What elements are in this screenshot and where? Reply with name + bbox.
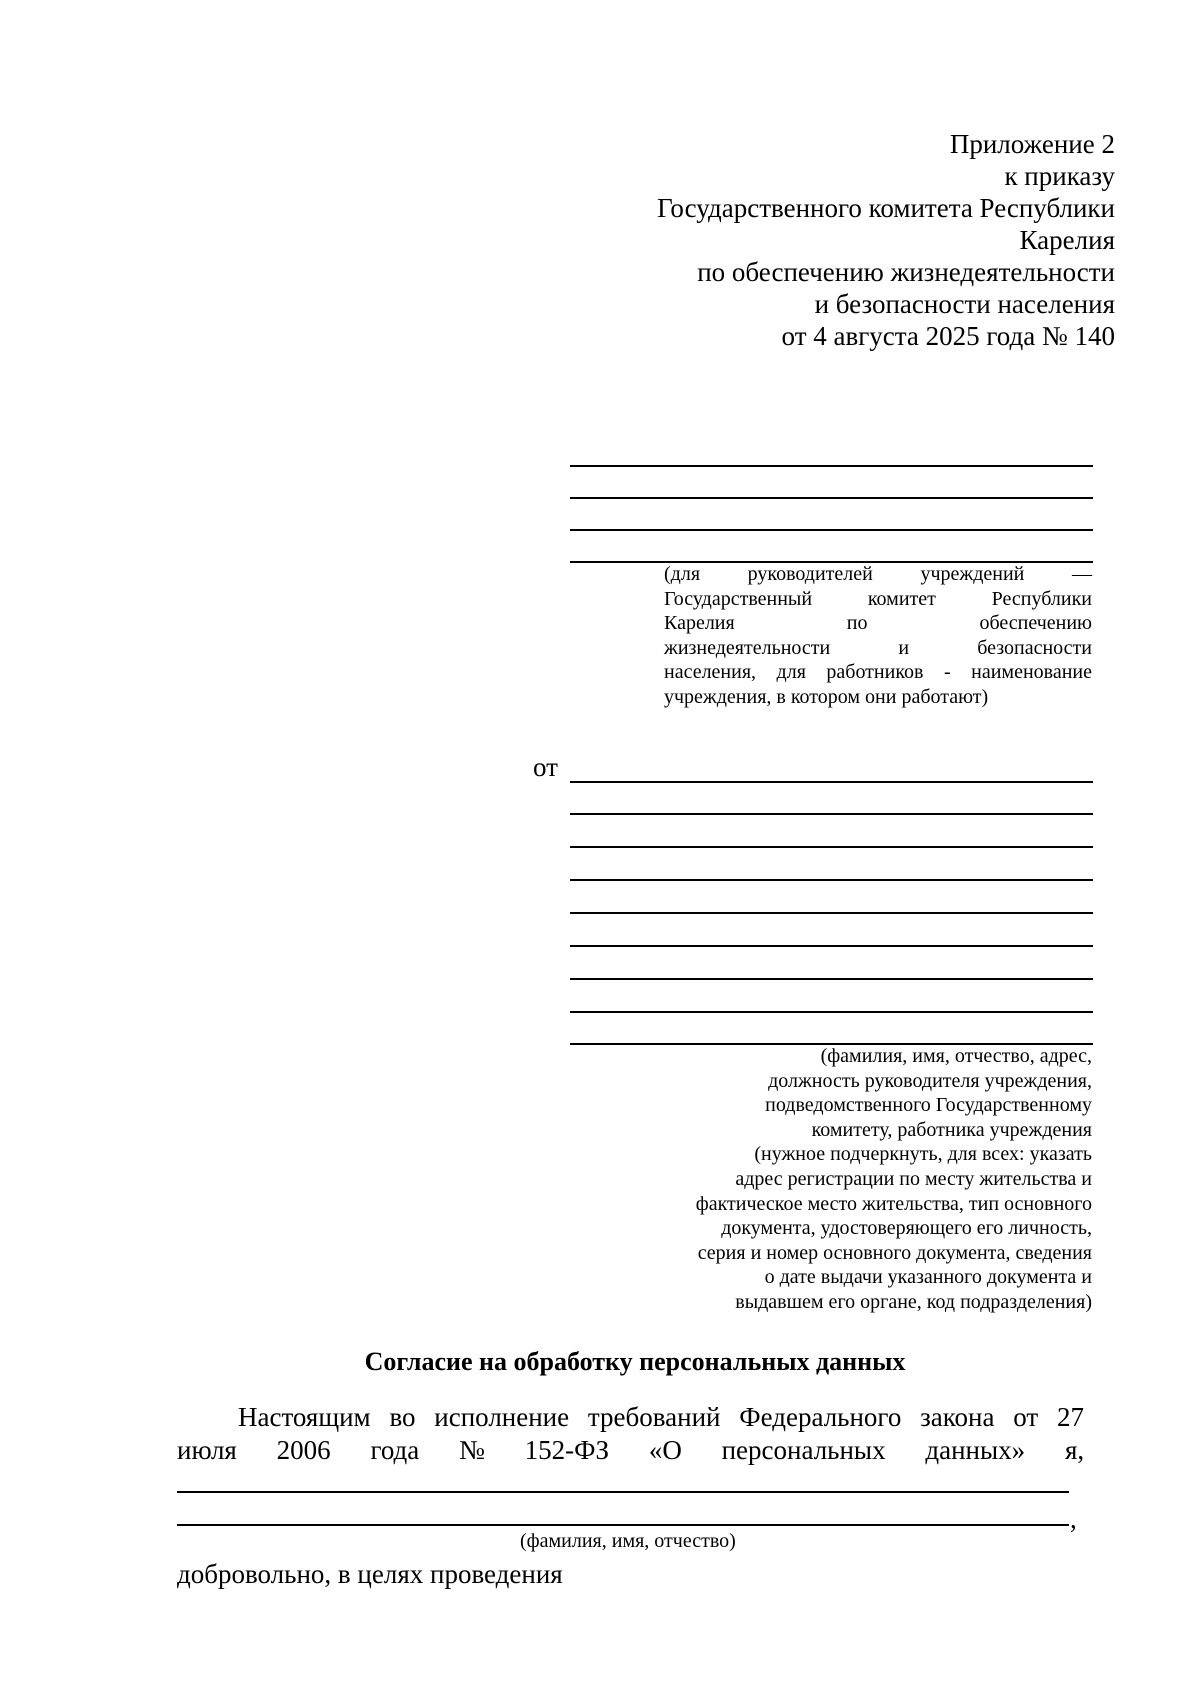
addressee-blank-line[interactable] (570, 465, 1093, 467)
sender-blank-line[interactable] (570, 1011, 1093, 1013)
appendix-line: от 4 августа 2025 года № 140 (781, 321, 1115, 351)
fio-blank-line[interactable] (177, 1524, 1069, 1526)
sender-note (572, 1044, 1092, 1315)
addressee-note-line: Карелия по обеспечению (664, 612, 1092, 634)
sender-note-line: фактическое место жительства, тип основного (695, 1192, 1092, 1215)
appendix-line: Государственного комитета Республики (657, 193, 1115, 223)
consent-word: № (459, 1435, 485, 1465)
appendix-line: по обеспечению жизнедеятельности (697, 257, 1115, 287)
consent-word: данных» (925, 1435, 1026, 1465)
appendix-header (555, 128, 1115, 352)
sender-blank-line[interactable] (570, 945, 1093, 947)
appendix-line: и безопасности населения (814, 289, 1115, 319)
addressee-note (664, 562, 1092, 709)
appendix-line: Приложение 2 (949, 129, 1115, 159)
consent-paragraph-line: Настоящим во исполнение требований Федерального закона от 27 (238, 1402, 1084, 1432)
sender-blank-line[interactable] (570, 781, 1093, 783)
consent-title: Согласие на обработку персональных данных (364, 1347, 906, 1376)
addressee-note-line: (для руководителей учреждений — (664, 563, 1092, 585)
consent-word: 2006 (276, 1435, 331, 1465)
consent-continuation: добровольно, в целях проведения (177, 1559, 563, 1589)
consent-word: года (370, 1435, 420, 1465)
appendix-line: Карелия (1019, 225, 1115, 255)
addressee-blank-line[interactable] (570, 529, 1093, 531)
consent-paragraph-line (177, 1434, 1084, 1466)
consent-word: персональных (721, 1435, 886, 1465)
consent-word: «О (648, 1435, 682, 1465)
appendix-line: к приказу (1004, 161, 1115, 191)
sender-note-line: (фамилия, имя, отчество, адрес, (820, 1045, 1092, 1067)
consent-word: я, (1064, 1435, 1085, 1465)
addressee-blank-line[interactable] (570, 497, 1093, 499)
sender-blank-line[interactable] (570, 978, 1093, 980)
sender-note-line: серия и номер основного документа, сведения (697, 1241, 1092, 1264)
sender-note-line: о дате выдачи указанного документа и (764, 1266, 1092, 1289)
fio-comma: , (1070, 1504, 1077, 1534)
fio-blank-line[interactable] (177, 1491, 1069, 1493)
sender-note-line: подведомственного Государственному (765, 1094, 1092, 1117)
consent-word: июля (177, 1435, 237, 1465)
sender-blank-line[interactable] (570, 912, 1093, 914)
addressee-note-line: Государственный комитет Республики (664, 587, 1092, 610)
fio-caption: (фамилия, имя, отчество) (520, 1530, 736, 1552)
sender-note-line: должность руководителя учреждения, (768, 1069, 1092, 1092)
sender-blank-line[interactable] (570, 813, 1093, 815)
addressee-note-line: учреждения, в котором они работают) (664, 685, 989, 708)
sender-blank-line[interactable] (570, 846, 1093, 848)
addressee-note-line: населения, для работников - наименование (664, 661, 1092, 683)
from-label: от (533, 752, 558, 782)
addressee-note-line: жизнедеятельности и безопасности (664, 636, 1092, 659)
sender-note-line: адрес регистрации по месту жительства и (735, 1167, 1092, 1190)
sender-note-line: документа, удостоверяющего его личность, (721, 1217, 1092, 1240)
consent-word: 152-ФЗ (524, 1435, 610, 1465)
sender-note-line: выдавшем его органе, код подразделения) (735, 1290, 1092, 1313)
sender-note-line: (нужное подчеркнуть, для всех: указать (754, 1143, 1092, 1166)
sender-note-line: комитету, работника учреждения (811, 1118, 1092, 1141)
sender-blank-line[interactable] (570, 879, 1093, 881)
